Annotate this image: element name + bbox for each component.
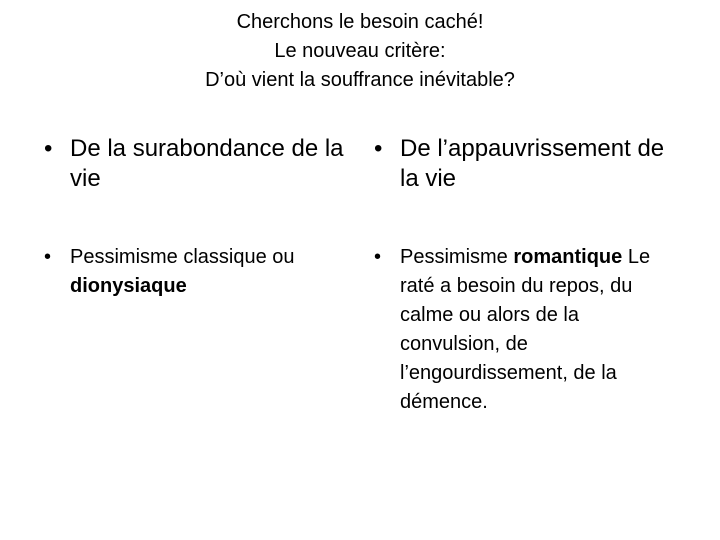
right-item-2-description: Le raté a besoin du repos, du calme ou alors de la convulsion, de l’engourdissement, de la démence. [400, 246, 651, 413]
left-item-2-text: Pessimisme classique ou [70, 246, 295, 268]
title-line-3: D’où vient la souffrance inévitable? [205, 69, 515, 91]
right-item-2-text: Pessimisme [400, 246, 514, 268]
bullet-point: • [374, 246, 382, 268]
bullet-point: • [44, 135, 53, 162]
left-item-1-text: De la surabondance de la vie [70, 135, 344, 192]
title-line-1: Cherchons le besoin caché! [236, 11, 484, 33]
left-column-item-1 [44, 134, 344, 194]
right-item-2-bold: romantique [513, 246, 623, 268]
bullet-point: • [374, 135, 383, 162]
left-column-item-2 [44, 243, 354, 301]
bullet-item [374, 134, 680, 194]
left-item-2-bold: dionysiaque [70, 275, 187, 297]
title-line-2: Le nouveau critère: [274, 40, 446, 62]
slide-title [0, 8, 720, 95]
bullet-item [374, 243, 680, 417]
bullet-item [44, 134, 344, 194]
bullet-item [44, 243, 354, 301]
right-item-1-text: De l’appauvrissement de la vie [400, 135, 665, 192]
right-column-item-1 [374, 134, 680, 194]
right-column-item-2 [374, 243, 680, 417]
bullet-point: • [44, 246, 52, 268]
